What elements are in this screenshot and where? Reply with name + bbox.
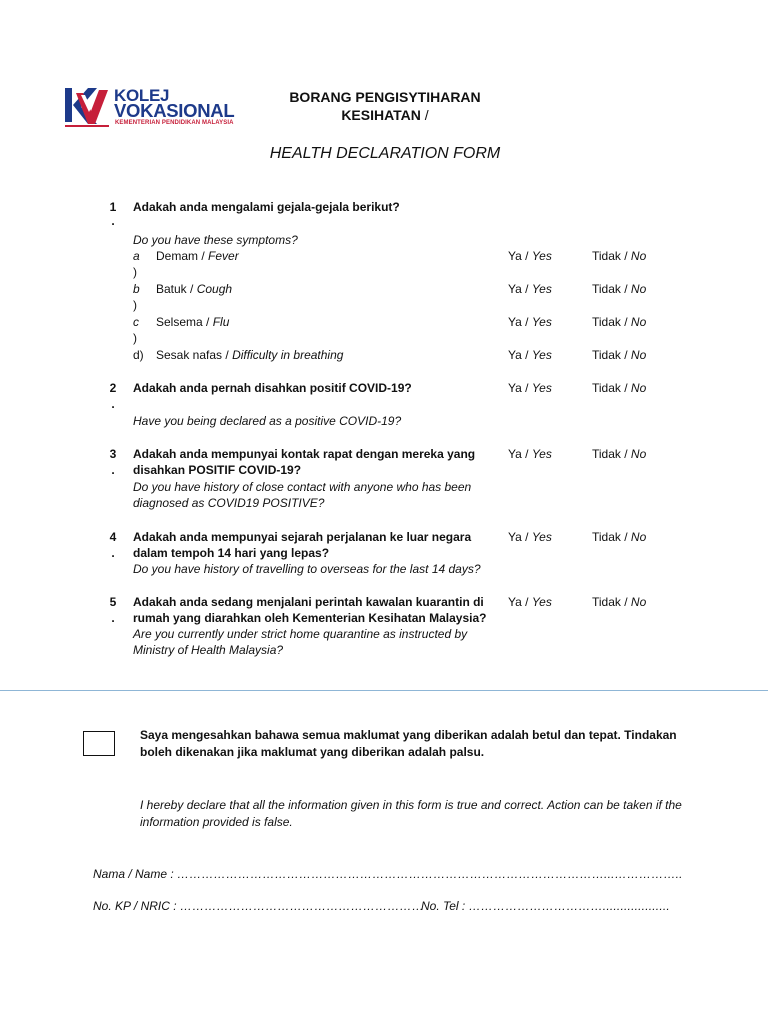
ya-label: Ya: [508, 249, 522, 263]
q1-item-d-label: [156, 347, 343, 363]
item-c-sep: /: [202, 315, 213, 329]
q1-item-a-paren: ): [133, 265, 137, 279]
q5-yes-option[interactable]: [508, 594, 552, 610]
q1b-no-option[interactable]: [592, 281, 646, 297]
ya-label: Ya: [508, 595, 522, 609]
phone-line[interactable]: ……………………………...................: [468, 899, 670, 913]
section-divider: [0, 690, 768, 691]
q3-number: 3: [109, 447, 117, 461]
logo-word-vokasional: VOKASIONAL: [114, 100, 235, 121]
ya-sep: /: [521, 447, 532, 461]
q1-item-b-letter: b: [133, 282, 140, 296]
q1-item-a-label: [156, 248, 239, 264]
no-label: No: [630, 348, 647, 362]
q5-malay-line-2: rumah yang diarahkan oleh Kementerian Kesihatan Malaysia?: [133, 611, 487, 625]
q4-malay-line-1: Adakah anda mempunyai sejarah perjalanan ke luar negara: [133, 530, 472, 544]
tidak-label: Tidak: [592, 381, 621, 395]
phone-field[interactable]: [421, 898, 670, 914]
yes-label: Yes: [531, 249, 552, 263]
ya-label: Ya: [508, 530, 522, 544]
ya-label: Ya: [508, 282, 522, 296]
ya-sep: /: [521, 381, 532, 395]
q3-english-line-1: Do you have history of close contact with anyone who has been: [133, 480, 472, 494]
q5-no-option[interactable]: [592, 594, 646, 610]
yes-label: Yes: [531, 447, 552, 461]
declaration-english-line-2: information provided is false.: [140, 815, 293, 829]
q2-malay: Adakah anda pernah disahkan positif COVID-19?: [133, 381, 412, 395]
phone-label: No. Tel :: [421, 899, 466, 913]
q5-number: 5: [109, 595, 117, 609]
item-d-english: Difficulty in breathing: [232, 348, 344, 362]
item-c-english: Flu: [212, 315, 230, 329]
ya-sep: /: [521, 249, 532, 263]
ya-label: Ya: [508, 315, 522, 329]
tidak-label: Tidak: [592, 447, 621, 461]
q3-number-dot: .: [111, 463, 115, 477]
ya-sep: /: [521, 530, 532, 544]
yes-label: Yes: [531, 595, 552, 609]
logo-word-kolej: KOLEJ: [114, 86, 170, 105]
logo-subtitle: KEMENTERIAN PENDIDIKAN MALAYSIA: [115, 120, 234, 126]
tidak-sep: /: [620, 447, 631, 461]
declaration-english-line-1: I hereby declare that all the information given in this form is true and correct. Action can be taken if the: [140, 798, 682, 812]
q1-number: 1: [109, 200, 117, 214]
q2-yes-option[interactable]: [508, 380, 552, 396]
q2-no-option[interactable]: [592, 380, 646, 396]
q1c-no-option[interactable]: [592, 314, 646, 330]
yes-label: Yes: [531, 381, 552, 395]
q4-yes-option[interactable]: [508, 529, 552, 545]
q1-item-d-letter: d): [133, 348, 144, 362]
no-label: No: [630, 530, 647, 544]
q2-number: 2: [109, 381, 117, 395]
q5-number-dot: .: [111, 611, 115, 625]
ya-label: Ya: [508, 381, 522, 395]
q5-malay-line-1: Adakah anda sedang menjalani perintah kawalan kuarantin di: [133, 595, 484, 609]
q1-item-c-paren: ): [133, 331, 137, 345]
declaration-english: [140, 797, 700, 831]
ya-sep: /: [521, 348, 532, 362]
ya-sep: /: [521, 282, 532, 296]
tidak-sep: /: [620, 315, 631, 329]
name-field[interactable]: [93, 866, 683, 882]
q1-english: Do you have these symptoms?: [133, 233, 298, 247]
q3-malay-line-2: disahkan POSITIF COVID-19?: [133, 463, 302, 477]
no-label: No: [630, 381, 647, 395]
tidak-sep: /: [620, 530, 631, 544]
item-b-malay: Batuk: [156, 282, 187, 296]
item-d-malay: Sesak nafas: [156, 348, 223, 362]
no-label: No: [630, 447, 647, 461]
nric-label: No. KP / NRIC :: [93, 899, 177, 913]
q1-number-dot: .: [111, 214, 115, 228]
no-label: No: [630, 249, 647, 263]
form-title-malay: [270, 88, 500, 124]
nric-field[interactable]: [93, 898, 424, 914]
ya-label: Ya: [508, 348, 522, 362]
tidak-label: Tidak: [592, 249, 621, 263]
yes-label: Yes: [531, 530, 552, 544]
q2-english: Have you being declared as a positive COVID-19?: [133, 414, 402, 428]
tidak-label: Tidak: [592, 530, 621, 544]
title-separator: /: [420, 107, 429, 123]
item-a-english: Fever: [208, 249, 239, 263]
q3-english-line-2: diagnosed as COVID19 POSITIVE?: [133, 496, 325, 510]
q1-item-b-paren: ): [133, 298, 137, 312]
item-d-sep: /: [222, 348, 233, 362]
ya-label: Ya: [508, 447, 522, 461]
q1b-yes-option[interactable]: [508, 281, 552, 297]
q3-no-option[interactable]: [592, 446, 646, 462]
tidak-sep: /: [620, 381, 631, 395]
q4-no-option[interactable]: [592, 529, 646, 545]
q1-item-c-letter: c: [133, 315, 139, 329]
yes-label: Yes: [531, 348, 552, 362]
item-a-malay: Demam: [156, 249, 199, 263]
declaration-malay: [140, 727, 680, 761]
title-line-1: BORANG PENGISYTIHARAN: [289, 89, 481, 105]
tidak-sep: /: [620, 348, 631, 362]
declaration-malay-line-1: Saya mengesahkan bahawa semua maklumat yang diberikan adalah betul dan tepat. Tindakan: [140, 728, 677, 742]
q4-number: 4: [109, 530, 117, 544]
tidak-label: Tidak: [592, 315, 621, 329]
q1c-yes-option[interactable]: [508, 314, 552, 330]
kolej-vokasional-logo: [64, 86, 246, 130]
item-b-sep: /: [186, 282, 197, 296]
item-b-english: Cough: [196, 282, 233, 296]
q3-malay-line-1: Adakah anda mempunyai kontak rapat dengan mereka yang: [133, 447, 476, 461]
item-c-malay: Selsema: [156, 315, 203, 329]
q1-item-a-letter: a: [133, 249, 140, 263]
item-a-sep: /: [198, 249, 209, 263]
tidak-sep: /: [620, 595, 631, 609]
q5-english-line-1: Are you currently under strict home quarantine as instructed by: [133, 627, 468, 641]
ya-sep: /: [521, 315, 532, 329]
q4-malay-line-2: dalam tempoh 14 hari yang lepas?: [133, 546, 330, 560]
title-kesihatan: KESIHATAN: [341, 107, 421, 123]
ya-sep: /: [521, 595, 532, 609]
name-label: Nama / Name :: [93, 867, 174, 881]
tidak-label: Tidak: [592, 282, 621, 296]
no-label: No: [630, 282, 647, 296]
q3-yes-option[interactable]: [508, 446, 552, 462]
no-label: No: [630, 315, 647, 329]
yes-label: Yes: [531, 282, 552, 296]
q1-item-c-label: [156, 314, 229, 330]
title-line-2: [270, 106, 500, 124]
q1-item-b-label: [156, 281, 232, 297]
q1d-no-option[interactable]: [592, 347, 646, 363]
tidak-sep: /: [620, 282, 631, 296]
no-label: No: [630, 595, 647, 609]
form-title-english: HEALTH DECLARATION FORM: [269, 145, 501, 162]
tidak-sep: /: [620, 249, 631, 263]
q4-number-dot: .: [111, 546, 115, 560]
tidak-label: Tidak: [592, 595, 621, 609]
nric-line[interactable]: ……………………………………………………: [179, 899, 424, 913]
q1a-yes-option[interactable]: [508, 248, 552, 264]
tidak-label: Tidak: [592, 348, 621, 362]
q5-english-line-2: Ministry of Health Malaysia?: [133, 643, 284, 657]
q1-malay: Adakah anda mengalami gejala-gejala berikut?: [133, 200, 400, 214]
q1d-yes-option[interactable]: [508, 347, 552, 363]
declaration-checkbox[interactable]: [83, 731, 115, 756]
name-line[interactable]: ……………………………………………………………………………………………...……………..: [177, 867, 683, 881]
q2-number-dot: .: [111, 397, 115, 411]
q4-english: Do you have history of travelling to overseas for the last 14 days?: [133, 562, 481, 576]
kv-emblem-icon: [64, 86, 110, 130]
yes-label: Yes: [531, 315, 552, 329]
q1a-no-option[interactable]: [592, 248, 646, 264]
declaration-malay-line-2: boleh dikenakan jika maklumat yang diberikan adalah palsu.: [140, 745, 485, 759]
